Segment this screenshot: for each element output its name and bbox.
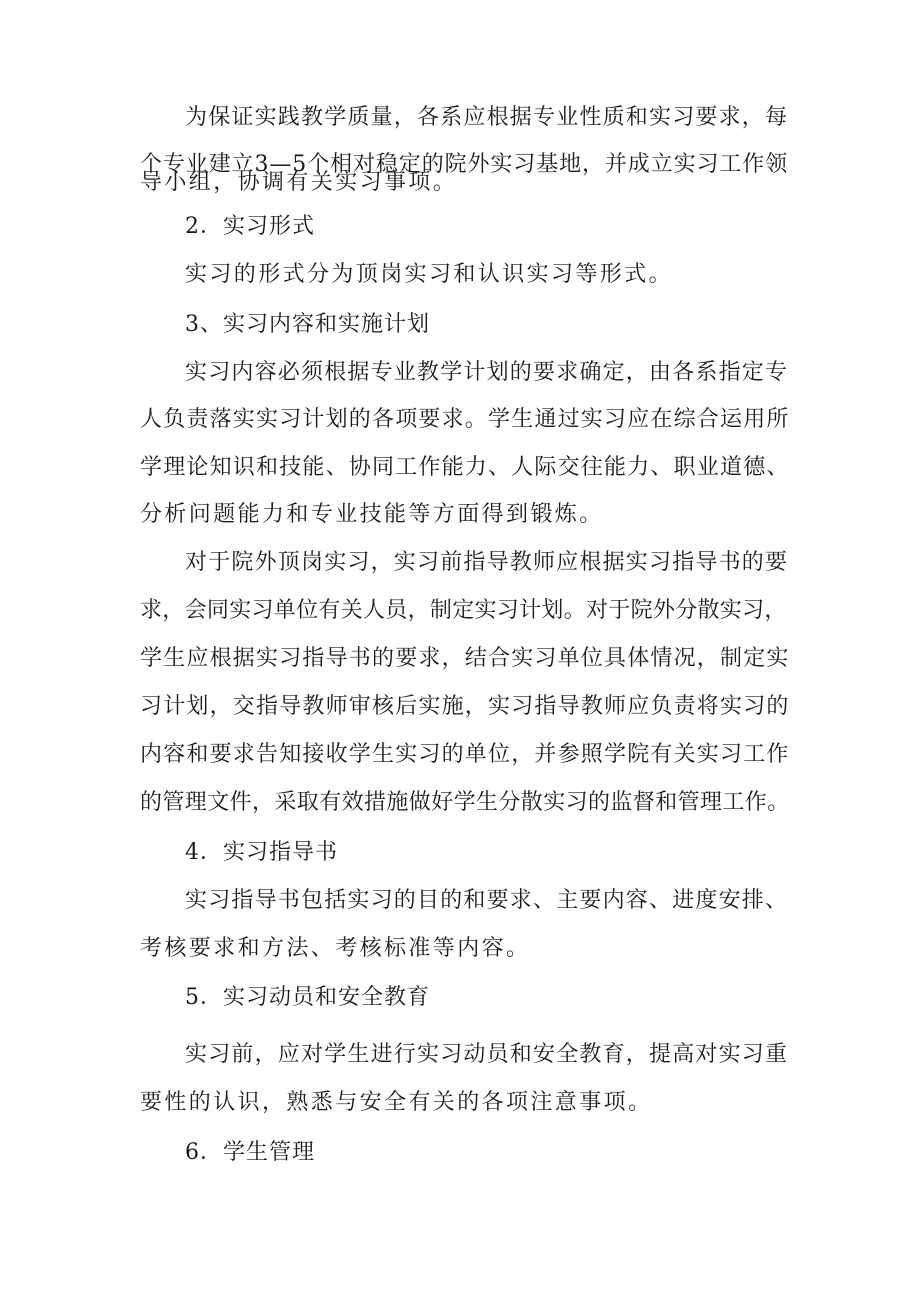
section-heading: 2．实习形式 [185,214,315,239]
section-heading: 4．实习指导书 [185,840,338,865]
paragraph-line: 内容和要求告知接收学生实习的单位，并参照学院有关实习工作 [140,742,790,767]
section-heading: 6．学生管理 [185,1140,315,1165]
paragraph-line: 实习内容必须根据专业教学计划的要求确定，由各系指定专 [185,360,789,385]
paragraph-line: 为保证实践教学质量，各系应根据专业性质和实习要求，每 [185,105,789,130]
paragraph-line: 人负责落实实习计划的各项要求。学生通过实习应在综合运用所 [140,407,790,432]
paragraph-line: 个专业建立3—5个相对稳定的院外实习基地，并成立实习工作领 [140,152,789,177]
paragraph-line: 实习指导书包括实习的目的和要求、主要内容、进度安排、 [185,888,789,913]
paragraph-line: 学生应根据实习指导书的要求，结合实习单位具体情况，制定实 [140,646,790,671]
paragraph-line: 分析问题能力和专业技能等方面得到锻炼。 [140,502,604,527]
paragraph-line: 实习前，应对学生进行实习动员和安全教育，提高对实习重 [185,1042,789,1067]
paragraph-line: 学理论知识和技能、协同工作能力、人际交往能力、职业道德、 [140,455,790,480]
paragraph-line: 习计划，交指导教师审核后实施，实习指导教师应负责将实习的 [140,694,790,719]
paragraph-line: 实习的形式分为顶岗实习和认识实习等形式。 [185,262,674,287]
paragraph-line: 要性的认识，熟悉与安全有关的各项注意事项。 [140,1090,653,1115]
paragraph-line: 求，会同实习单位有关人员，制定实习计划。对于院外分散实习， [140,598,787,623]
paragraph-line: 导小组，协调有关实习事项。 [140,170,458,195]
paragraph-line: 考核要求和方法、考核标准等内容。 [140,936,531,961]
section-heading: 3、实习内容和实施计划 [185,312,430,337]
paragraph-line: 对于院外顶岗实习，实习前指导教师应根据实习指导书的要 [185,550,789,575]
section-heading: 5．实习动员和安全教育 [185,985,430,1010]
paragraph-line: 的管理文件，采取有效措施做好学生分散实习的监督和管理工作。 [140,790,790,815]
